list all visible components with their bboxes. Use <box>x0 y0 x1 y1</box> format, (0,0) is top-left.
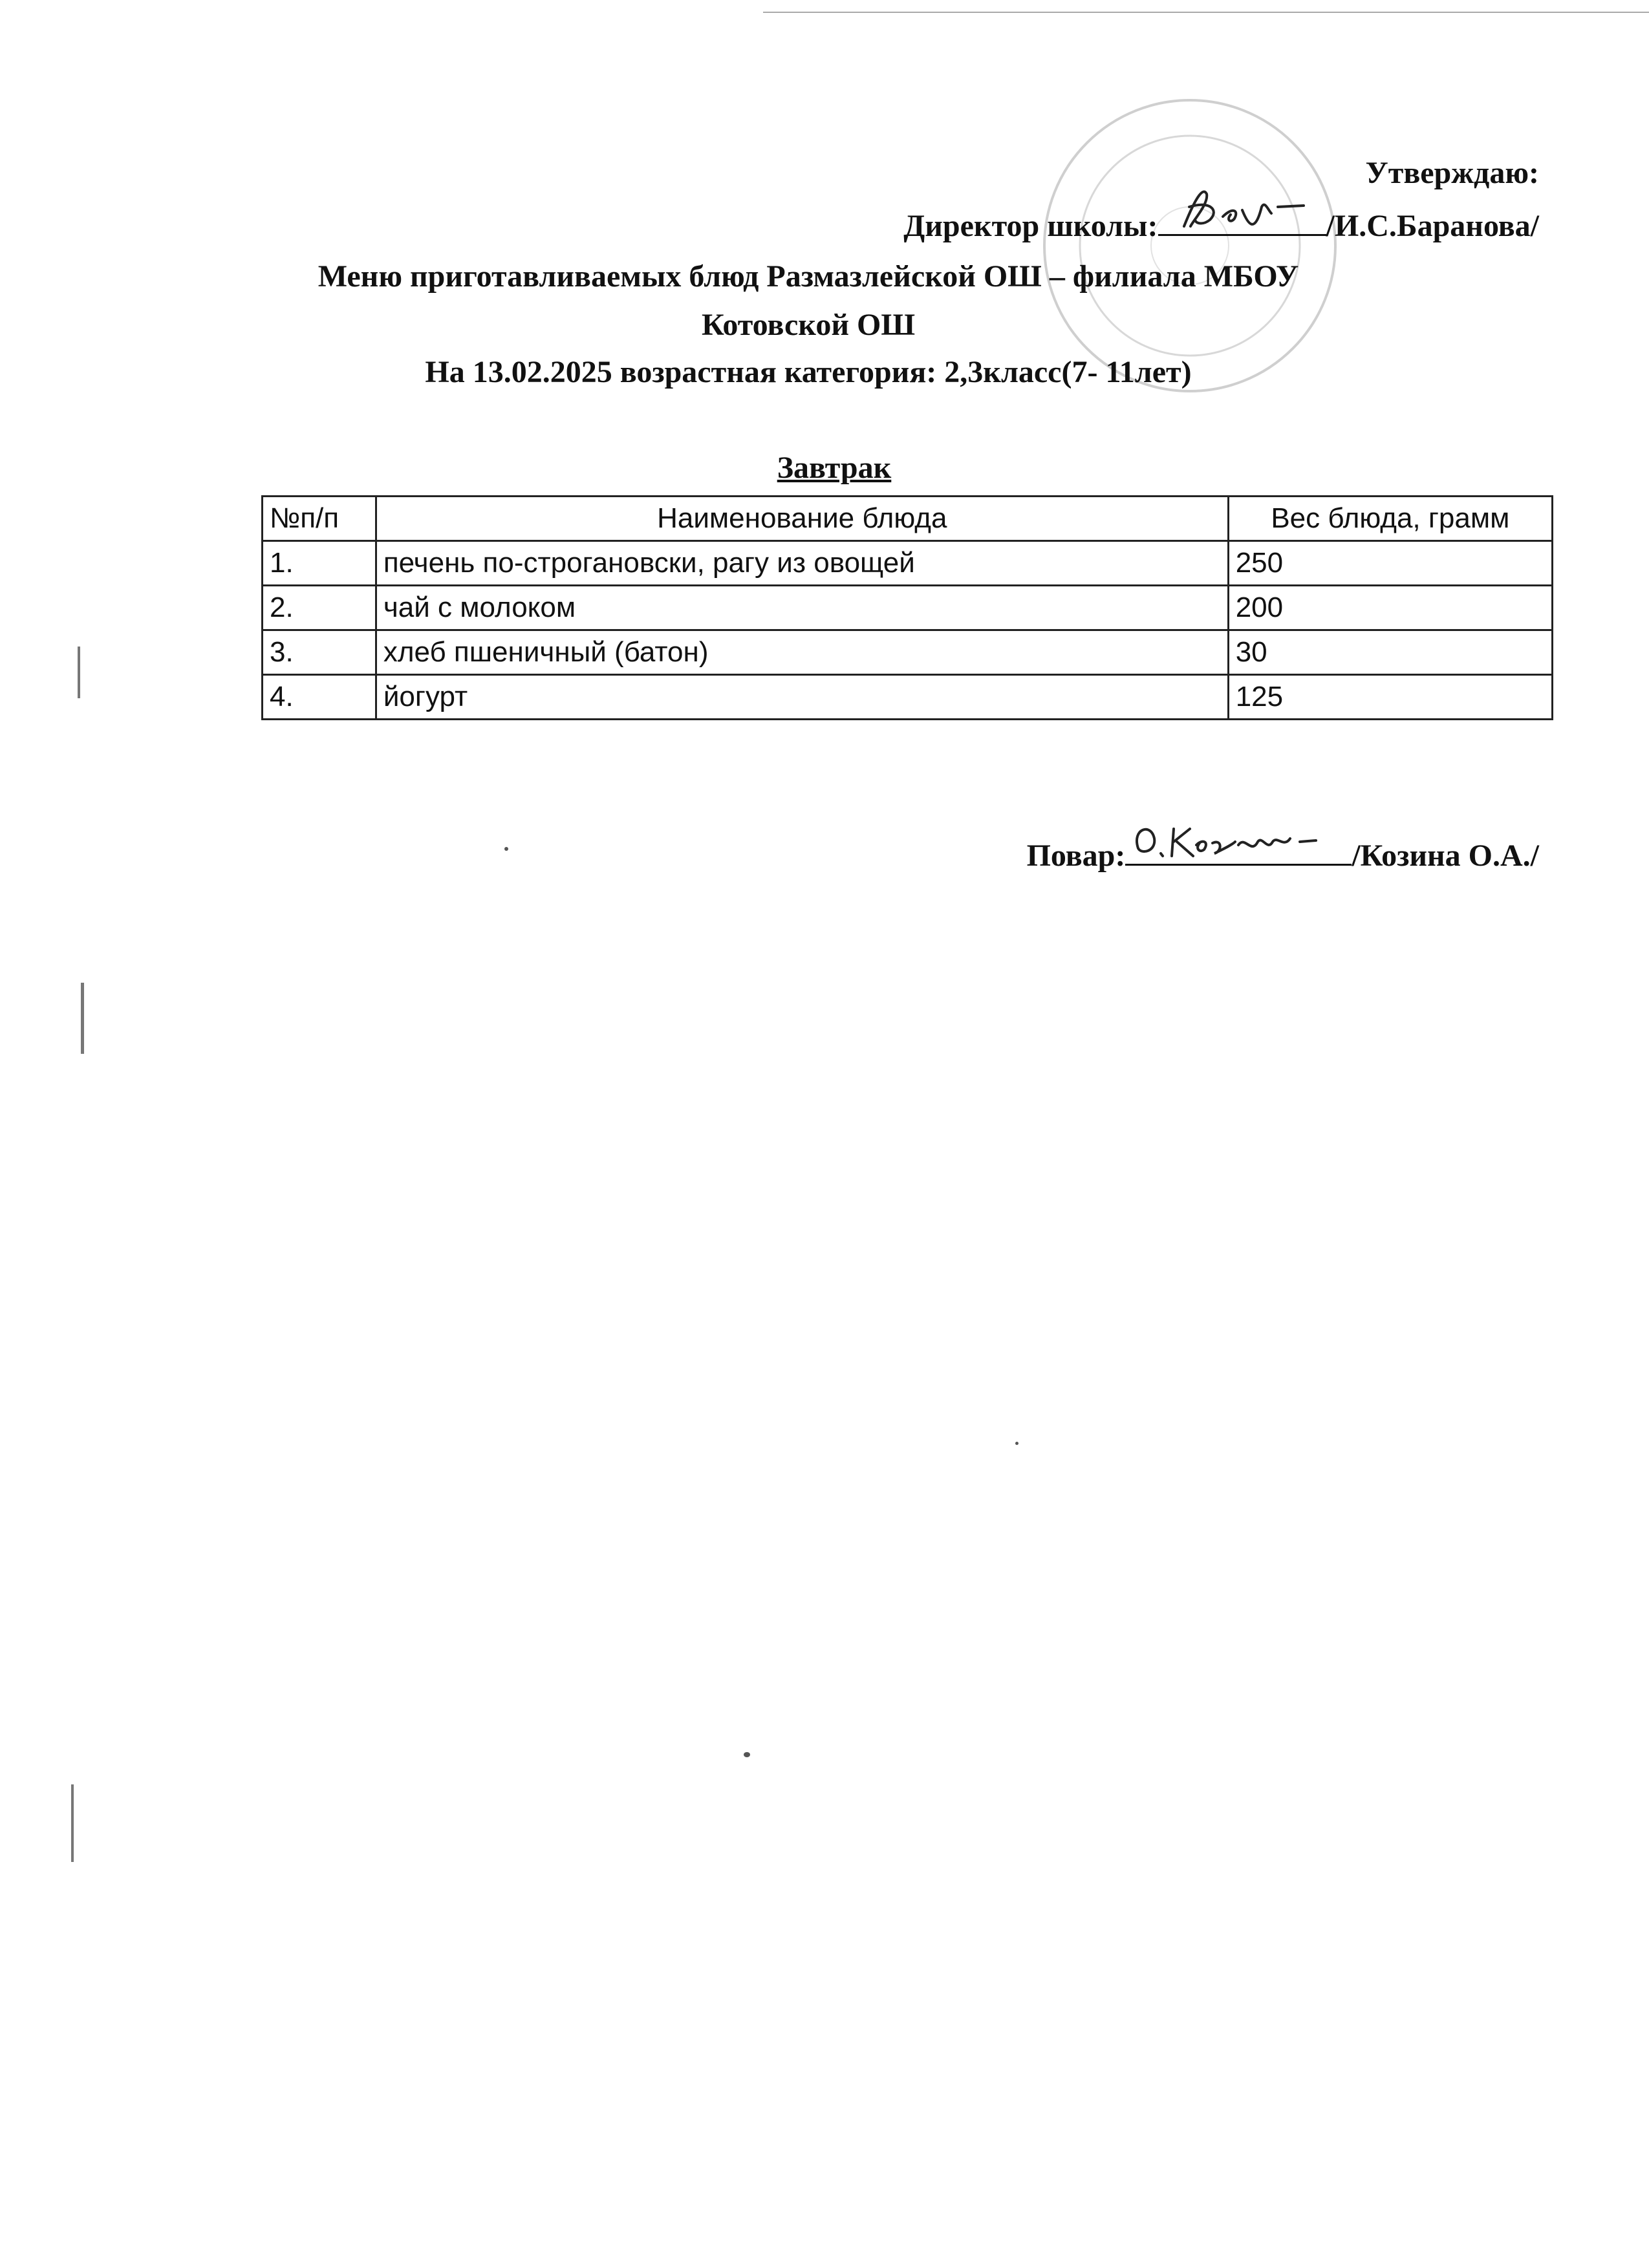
table-row <box>263 675 1553 720</box>
row-number: 4. <box>263 675 376 720</box>
cook-signature <box>1125 809 1352 868</box>
meal-title: Завтрак <box>777 451 892 485</box>
menu-table <box>261 495 1553 720</box>
menu-title-line2: Котовской ОШ <box>701 308 916 342</box>
dish-name: йогурт <box>376 675 1228 720</box>
approval-label: Утверждаю: <box>1365 156 1539 190</box>
scan-edge-mark <box>763 12 1649 13</box>
menu-date-category: На 13.02.2025 возрастная категория: 2,3класс(7- 11лет) <box>425 355 1192 389</box>
scan-edge-mark <box>81 983 84 1054</box>
director-signature-field <box>1158 206 1326 236</box>
table-header-row <box>263 497 1553 541</box>
scan-edge-mark <box>78 647 80 698</box>
column-header-dish: Наименование блюда <box>376 497 1228 541</box>
column-header-number: №п/п <box>263 497 376 541</box>
row-number: 1. <box>263 541 376 586</box>
scan-speck <box>504 847 508 851</box>
director-name: /И.С.Баранова/ <box>1326 209 1539 243</box>
director-line <box>647 206 1539 244</box>
table-row <box>263 541 1553 586</box>
cook-line <box>841 835 1539 873</box>
table-row <box>263 630 1553 675</box>
menu-title-line1: Меню приготавливаемых блюд Размазлейской ОШ – филиала МБОУ <box>318 259 1299 294</box>
director-label: Директор школы: <box>903 209 1158 243</box>
cook-label: Повар: <box>1026 839 1126 873</box>
dish-weight: 250 <box>1228 541 1552 586</box>
dish-name: печень по-строгановски, рагу из овощей <box>376 541 1228 586</box>
cook-name: /Козина О.А./ <box>1352 839 1539 873</box>
row-number: 3. <box>263 630 376 675</box>
scan-speck <box>744 1752 750 1757</box>
dish-weight: 30 <box>1228 630 1552 675</box>
dish-weight: 200 <box>1228 586 1552 630</box>
scan-edge-mark <box>71 1784 74 1862</box>
director-signature <box>1158 181 1326 239</box>
dish-name: хлеб пшеничный (батон) <box>376 630 1228 675</box>
scan-speck <box>1015 1442 1018 1445</box>
table-row <box>263 586 1553 630</box>
dish-name: чай с молоком <box>376 586 1228 630</box>
row-number: 2. <box>263 586 376 630</box>
cook-signature-field <box>1125 835 1352 866</box>
dish-weight: 125 <box>1228 675 1552 720</box>
column-header-weight: Вес блюда, грамм <box>1228 497 1552 541</box>
